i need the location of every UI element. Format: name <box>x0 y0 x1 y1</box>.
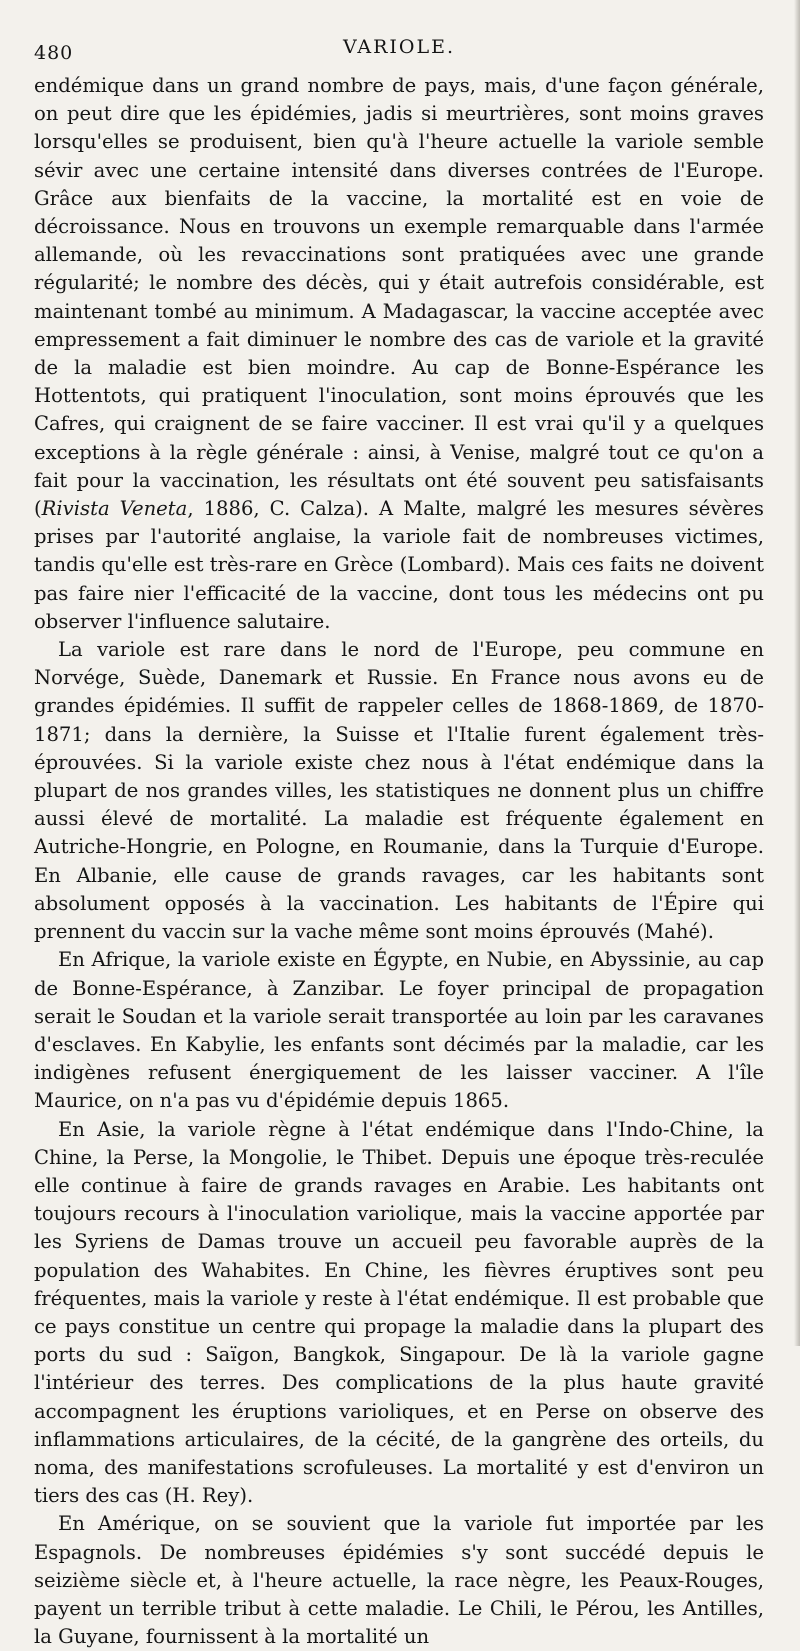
paragraph-africa: En Afrique, la variole existe en Égypte, en Nubie, en Abyssinie, au cap de Bonne-Espérance, à Zanzibar. Le foyer principal de propagation serait le Soudan et la variole serait transportée au loin par les caravanes d'esclaves. En Kabylie, les enfants sont décimés par la maladie, car les indigènes refusent énergiquement de les laisser vacciner. A l'île Maurice, on n'a pas vu d'épidémie depuis 1865. <box>34 948 764 1113</box>
page-number: 480 <box>34 42 74 64</box>
section-title: VARIOLE. <box>342 36 456 58</box>
paragraph-asia: En Asie, la variole règne à l'état endémique dans l'Indo-Chine, la Chine, la Perse, la Mongolie, le Thibet. Depuis une époque très-reculée elle continue à faire de grands ravages en Arabie. Les habitants ont toujours recours à l'inoculation variolique, mais la vaccine apportée par les Syriens de Damas trouve un accueil peu favorable auprès de la population des Wahabites. En Chine, les fièvres éruptives sont peu fréquentes, mais la variole y reste à l'état endémique. Il est probable que ce pays constitue un centre qui propage la maladie dans la plupart des ports du sud : Saïgon, Bangkok, Singapour. De là la variole gagne l'intérieur des terres. Des complications de la plus haute gravité accompagnent les éruptions varioliques, et en Perse on observe des inflammations articulaires, de la cécité, de la gangrène des orteils, du noma, des manifestations scrofuleuses. La mortalité y est d'environ un tiers des cas (H. Rey). <box>34 1117 764 1508</box>
paragraph-america: En Amérique, on se souvient que la variole fut importée par les Espagnols. De nombreuses épidémies s'y sont succédé depuis le seizième siècle et, à l'heure actuelle, la race nègre, les Peaux-Rouges, payent un terrible tribut à cette maladie. Le Chili, le Pérou, les Antilles, la Guyane, fournissent à la mortalité un <box>34 1512 764 1649</box>
journal-title: Rivista Veneta <box>41 497 188 521</box>
paragraph-vaccine-efficacy: endémique dans un grand nombre de pays, mais, d'une façon générale, on peut dire que les épidémies, jadis si meurtrières, sont moins graves lorsqu'elles se produisent, bien qu'à l'heure actuelle la variole semble sévir avec une certaine intensité dans diverses contrées de l'Europe. Grâce aux bienfaits de la vaccine, la mortalité est en voie de décroissance. Nous en trouvons un exemple remarquable dans l'armée allemande, où les revaccinations sont pratiquées avec une grande régularité; le nombre des décès, qui y était autrefois considérable, est maintenant tombé au minimum. A Madagascar, la vaccine acceptée avec empressement a fait diminuer le nombre des cas de variole et la gravité de la maladie est bien moindre. Au cap de Bonne-Espérance les Hottentots, qui pratiquent l'inoculation, sont moins éprouvés que les Cafres, qui craignent de se faire vacciner. Il est vrai qu'il y a quelques exceptions à la règle générale : ainsi, à Venise, malgré tout ce qu'on a fait pour la vaccination, les résultats ont été souvent peu satisfaisants (Rivista Veneta, 1886, C. Calza). A Malte, malgré les mesures sévères prises par l'autorité anglaise, la variole fait de nombreuses victimes, tandis qu'elle est très-rare en Grèce (Lombard). Mais ces faits ne doivent pas faire nier l'efficacité de la vaccine, dont tous les médecins ont pu observer l'influence salutaire. <box>34 74 764 633</box>
body-text <box>34 72 764 1651</box>
page-edge-shadow <box>794 0 800 1346</box>
paragraph-europe: La variole est rare dans le nord de l'Europe, peu commune en Norvége, Suède, Danemark et Russie. En France nous avons eu de grandes épidémies. Il suffit de rappeler celles de 1868-1869, de 1870-1871; dans la dernière, la Suisse et l'Italie furent également très-éprouvées. Si la variole existe chez nous à l'état endémique dans la plupart de nos grandes villes, les statistiques ne donnent plus un chiffre aussi élevé de mortalité. La maladie est fréquente également en Autriche-Hongrie, en Pologne, en Roumanie, dans la Turquie d'Europe. En Albanie, elle cause de grands ravages, car les habitants sont absolument opposés à la vaccination. Les habitants de l'Épire qui prennent du vaccin sur la vache même sont moins éprouvés (Mahé). <box>34 638 764 944</box>
running-head <box>34 36 764 70</box>
